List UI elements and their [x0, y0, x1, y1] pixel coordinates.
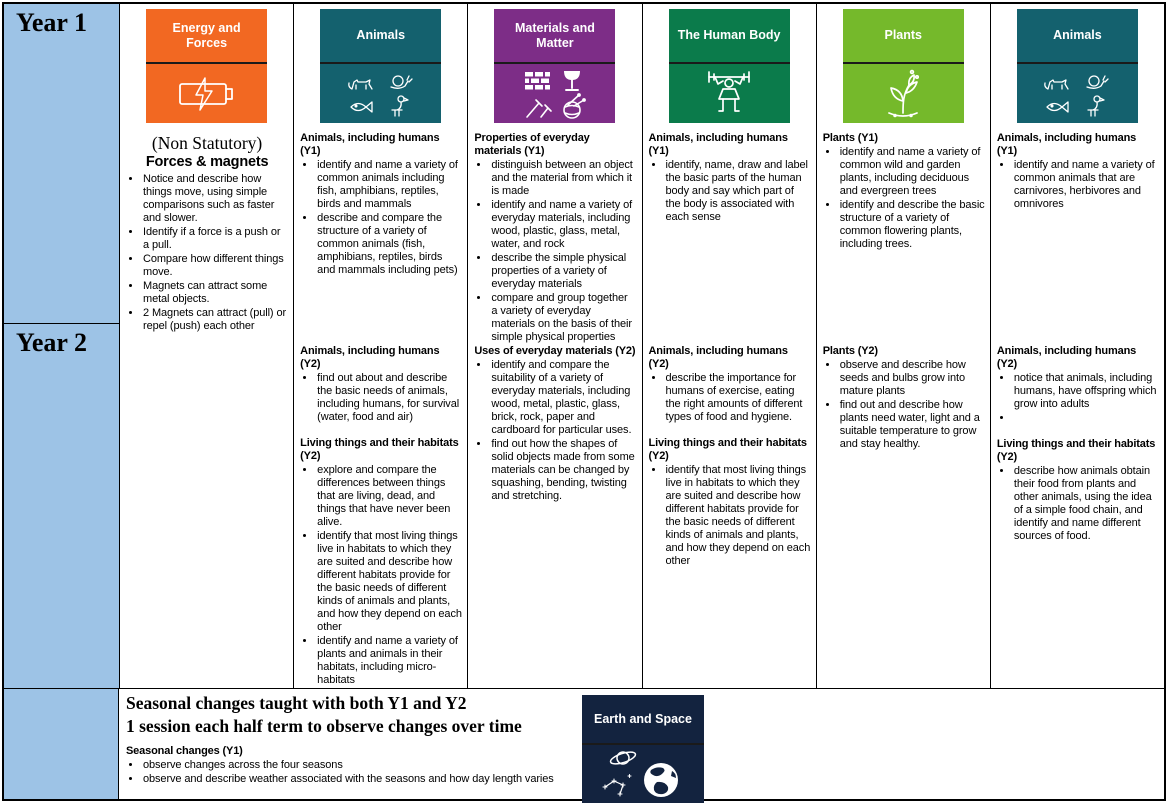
bullet-item: • describe the simple physical properties of a variety of everyday materials [490, 252, 636, 291]
curriculum-section [823, 132, 985, 251]
curriculum-table [2, 2, 1166, 801]
bullet-item: • find out about and describe the basic needs of animals, including humans, for survival (water, food and air) [316, 372, 462, 424]
year-1-content [468, 123, 641, 344]
bullet-list [997, 465, 1159, 543]
topic-column-6 [990, 4, 1164, 688]
section-heading: Plants (Y2) [822, 345, 878, 357]
section-heading: Seasonal changes (Y1) [126, 745, 243, 757]
main-grid [4, 4, 1164, 688]
earth-space-icon [582, 745, 704, 803]
bullet-list [474, 359, 636, 503]
topic-card-title: Earth and Space [582, 695, 704, 745]
year-1-content [294, 123, 467, 277]
seasonal-changes-row [4, 688, 1164, 799]
curriculum-section [300, 132, 462, 277]
bottom-row-label-cell [4, 689, 119, 799]
battery-icon [146, 64, 267, 123]
topic-card [843, 9, 964, 123]
row-label-year-2: Year 2 [16, 328, 88, 357]
bullet-item: • identify and name a variety of common animals that are carnivores, herbivores and omnivores [1013, 159, 1159, 211]
curriculum-section [997, 438, 1159, 543]
topic-card [669, 9, 790, 123]
bullet-item: • find out and describe how plants need water, light and a suitable temperature to grow and stay healthy. [839, 399, 985, 451]
curriculum-section [474, 345, 636, 503]
animals-icon [320, 64, 441, 123]
section-heading: Animals, including humans (Y2) [648, 345, 788, 370]
year-label-column [4, 4, 119, 688]
curriculum-section [474, 132, 636, 344]
year-2-content [294, 345, 467, 688]
topic-card-earth-and-space [582, 695, 704, 803]
topic-card-title: The Human Body [669, 9, 790, 64]
bullet-item: • notice that animals, including humans, have offspring which grow into adults [1013, 372, 1159, 411]
bullet-list [300, 464, 462, 687]
section-heading: Animals, including humans (Y2) [996, 345, 1137, 370]
bullet-item: • identify and name a variety of common wild and garden plants, including deciduous and evergreen trees [839, 146, 985, 198]
seasonal-title-line-2: 1 session each half term to observe changes over time [126, 716, 522, 736]
year-1-content [817, 123, 990, 251]
curriculum-section [126, 134, 288, 333]
bullet-list [649, 372, 811, 424]
bullet-item: • observe and describe weather associated with the seasons and how day length varies [142, 773, 1164, 786]
topic-card [1017, 9, 1138, 123]
bullet-item: • Notice and describe how things move, using simple comparisons such as faster and slower. [142, 173, 288, 225]
bullet-item: • 2 Magnets can attract (pull) or repel (push) each other [142, 307, 288, 333]
section-heading: Living things and their habitats (Y2) [300, 437, 459, 462]
bullet-list [300, 159, 462, 277]
bullet-list [997, 372, 1159, 425]
topic-card-title: Animals [320, 9, 441, 64]
year-2-content [991, 345, 1164, 544]
bullet-list [823, 359, 985, 451]
bullet-list [474, 159, 636, 344]
bullet-list [649, 464, 811, 568]
year-2-content [643, 345, 816, 569]
materials-icon [494, 64, 615, 123]
topic-card-title: Energy and Forces [146, 9, 267, 64]
topic-card [320, 9, 441, 123]
bullet-item: • identify and name a variety of plants and animals in their habitats, including micro-habitats [316, 635, 462, 687]
bullet-item: • find out how the shapes of solid objects made from some materials can be changed by squashing, bending, twisting and stretching. [490, 438, 636, 503]
section-heading: Animals, including humans (Y1) [648, 132, 788, 157]
topic-card-title: Animals [1017, 9, 1138, 64]
human-body-icon [669, 64, 790, 123]
seasonal-title-line-1: Seasonal changes taught with both Y1 and Y2 [126, 693, 467, 713]
bullet-item: • compare and group together a variety of everyday materials on the basis of their simple physical properties [490, 292, 636, 344]
curriculum-section [997, 345, 1159, 425]
seasonal-changes-cell [119, 689, 1164, 799]
bullet-item: • identify and describe the basic structure of a variety of common flowering plants, including trees. [839, 199, 985, 251]
bullet-item: • identify that most living things live in habitats to which they are suited and describe how different habitats provide for the basic needs of different kinds of animals and plants, and how they depend on each other [665, 464, 811, 568]
bullet-item [1013, 412, 1159, 425]
bullet-item: • identify and name a variety of common animals including fish, amphibians, reptiles, birds and mammals [316, 159, 462, 211]
topic-column-4 [642, 4, 816, 688]
topic-card [494, 9, 615, 123]
bullet-item: • describe and compare the structure of a variety of common animals (fish, amphibians, reptiles, birds and mammals including pets) [316, 212, 462, 277]
section-heading: Living things and their habitats (Y2) [648, 437, 807, 462]
bullet-item: • explore and compare the differences between things that are living, dead, and things that have never been alive. [316, 464, 462, 529]
bullet-item: • distinguish between an object and the material from which it is made [490, 159, 636, 198]
bullet-list [126, 173, 288, 333]
bullet-item: • identify, name, draw and label the basic parts of the human body and say which part of the body is associated with each sense [665, 159, 811, 224]
section-heading: Animals, including humans (Y2) [300, 345, 440, 370]
bullet-list [300, 372, 462, 424]
bullet-item: • identify that most living things live in habitats to which they are suited and describe how different habitats provide for the basic needs of different kinds of animals and plants, and how they depend on each other [316, 530, 462, 634]
bullet-item: • observe and describe how seeds and bulbs grow into mature plants [839, 359, 985, 398]
curriculum-section [823, 345, 985, 451]
curriculum-section [649, 132, 811, 224]
curriculum-section [649, 345, 811, 424]
topic-column-1 [119, 4, 293, 688]
bullet-item: • identify and name a variety of everyday materials, including wood, plastic, glass, metal, water, and rock [490, 199, 636, 251]
row-label-year-1: Year 1 [4, 4, 119, 324]
year-2-content [468, 345, 641, 504]
section-heading: Forces & magnets [145, 154, 269, 170]
curriculum-section [649, 437, 811, 568]
bullet-item: • identify and compare the suitability of a variety of everyday materials, including wood, metal, plastic, glass, brick, rock, paper and cardboard for particular uses. [490, 359, 636, 437]
topic-card-title: Plants [843, 9, 964, 64]
section-heading: Animals, including humans (Y1) [996, 132, 1137, 157]
bullet-item: • Magnets can attract some metal objects. [142, 280, 288, 306]
topic-card [146, 9, 267, 123]
bullet-item: • Identify if a force is a push or a pull. [142, 226, 288, 252]
year-1-content [643, 123, 816, 224]
plant-icon [843, 64, 964, 123]
bullet-item: • Compare how different things move. [142, 253, 288, 279]
curriculum-section [300, 345, 462, 424]
non-statutory-label: (Non Statutory) [151, 133, 263, 153]
section-heading: Animals, including humans (Y1) [300, 132, 440, 157]
bullet-list [997, 159, 1159, 211]
bullet-list [823, 146, 985, 251]
topic-column-3 [467, 4, 641, 688]
bullet-item: • observe changes across the four seasons [142, 759, 1164, 772]
topic-column-2 [293, 4, 467, 688]
section-heading: Uses of everyday materials (Y2) [474, 345, 636, 357]
year-2-content [817, 345, 990, 452]
year-1-content [991, 123, 1164, 211]
topic-column-5 [816, 4, 990, 688]
curriculum-section [997, 132, 1159, 211]
year-1-content [120, 123, 293, 333]
topic-card-title: Materials and Matter [494, 9, 615, 64]
section-heading: Properties of everyday materials (Y1) [474, 132, 590, 157]
bullet-item: • describe the importance for humans of exercise, eating the right amounts of different types of food and hygiene. [665, 372, 811, 424]
bullet-item: • describe how animals obtain their food from plants and other animals, using the idea of a simple food chain, and identify and name different sources of food. [1013, 465, 1159, 543]
curriculum-section [300, 437, 462, 687]
bullet-list [649, 159, 811, 224]
animals-icon [1017, 64, 1138, 123]
section-heading: Living things and their habitats (Y2) [996, 438, 1156, 463]
section-heading: Plants (Y1) [822, 132, 878, 144]
